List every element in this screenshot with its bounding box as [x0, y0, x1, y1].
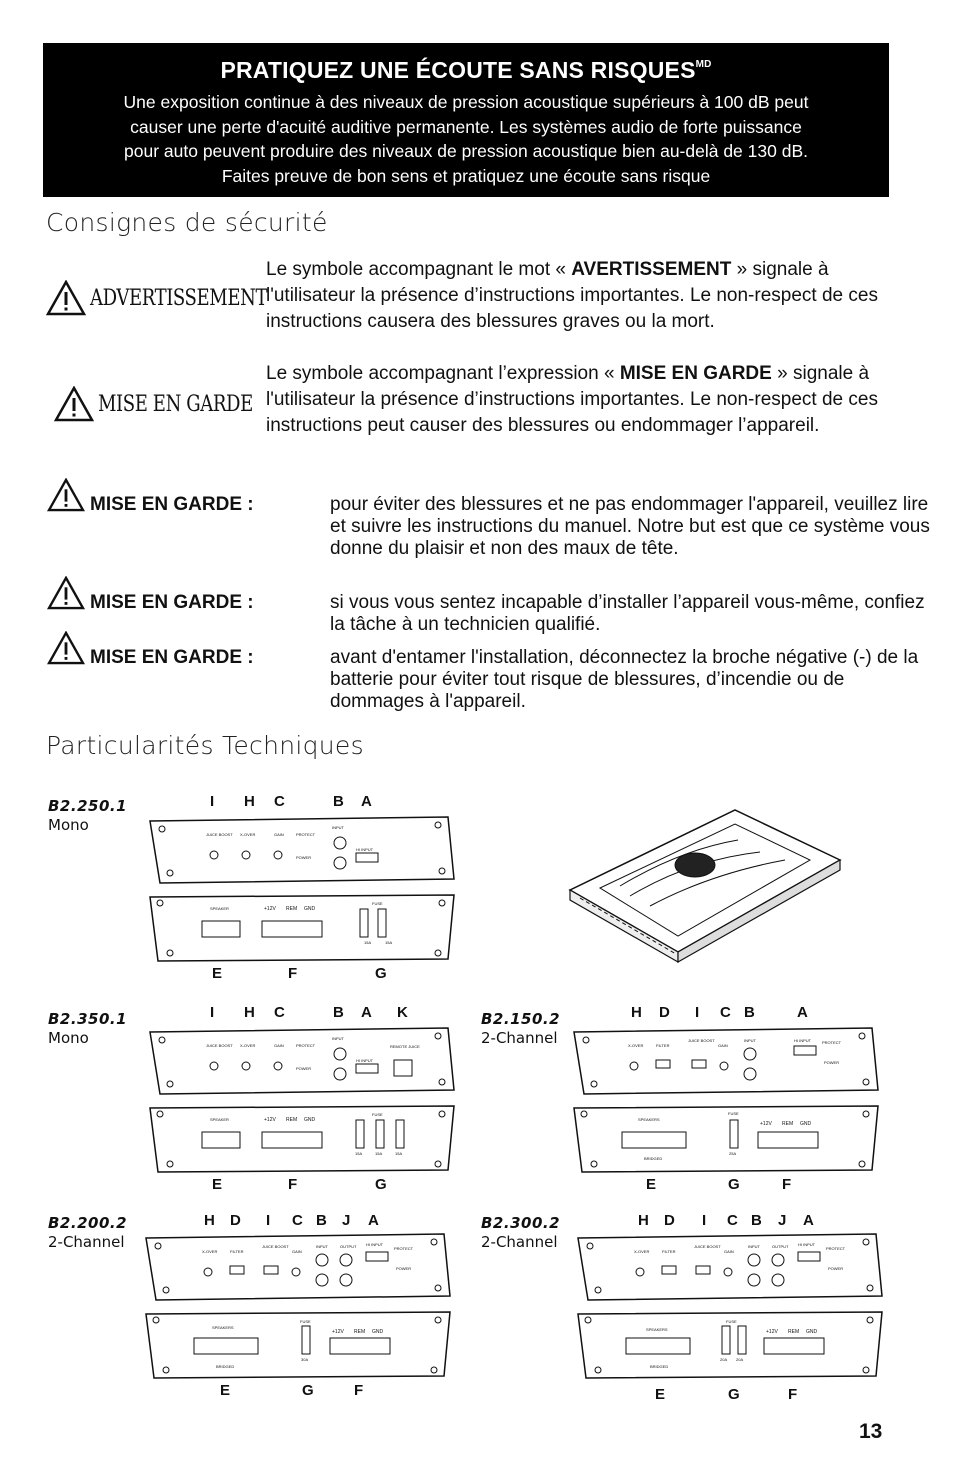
panel-label: FUSE	[728, 1111, 739, 1116]
panel-label: FILTER	[656, 1043, 670, 1048]
callout-letter: H	[204, 1212, 215, 1229]
callout-letter: A	[361, 1004, 372, 1021]
hearing-safety-banner	[43, 43, 889, 197]
panel-label: SPEAKERS	[212, 1325, 234, 1330]
panel-label: FUSE	[300, 1319, 311, 1324]
callout-letter: A	[368, 1212, 379, 1229]
caution-description: Le symbole accompagnant l’expression « MISE EN GARDE » signale à l'utilisateur la présence d’instructions importantes. Le non-respect de ces instructions peut causer des blessures ou endommager l’appareil.	[266, 363, 878, 436]
callout-letter: D	[230, 1212, 241, 1229]
panel-label: 30A	[301, 1357, 309, 1362]
callout-letter: F	[288, 965, 298, 982]
panel-label: +12V	[264, 1117, 276, 1123]
panel-label: POWER	[296, 855, 312, 860]
panel-label: +12V	[760, 1121, 772, 1127]
callout-letter: G	[302, 1382, 314, 1399]
caution-item: MISE EN GARDE : avant d'entamer l'installation, déconnectez la broche négative (-) de la batterie pour éviter tout risque de blessures, d’incendie ou de dommages à l'appareil.	[46, 631, 896, 717]
panel-label: FUSE	[372, 1112, 383, 1117]
panel-label: X-OVER	[240, 832, 256, 837]
panel-label: OUTPUT	[772, 1244, 789, 1249]
amplifier-illustration	[560, 790, 845, 975]
b2-350-1-top-panel	[148, 1026, 458, 1096]
panel-label: JUICE BOOST	[206, 1043, 233, 1048]
callout-letter: H	[638, 1212, 649, 1229]
panel-label: REM	[782, 1121, 794, 1127]
panel-label: JUICE BOOST	[262, 1244, 289, 1249]
panel-label: JUICE BOOST	[694, 1244, 721, 1249]
callout-letter: F	[788, 1386, 798, 1403]
panel-label: HI INPUT	[356, 847, 374, 852]
callout-letter: J	[778, 1212, 787, 1229]
panel-label: REM	[788, 1329, 800, 1335]
callout-letter: I	[266, 1212, 271, 1229]
warning-triangle-icon	[46, 280, 86, 316]
panel-label: REM	[354, 1329, 366, 1335]
panel-label: FUSE	[726, 1319, 737, 1324]
panel-label: X-OVER	[240, 1043, 256, 1048]
panel-label: GAIN	[292, 1249, 302, 1254]
b2-150-2-top-panel	[572, 1026, 882, 1096]
warning-triangle-icon	[54, 386, 94, 422]
panel-label: 15A	[355, 1151, 363, 1156]
panel-label: FILTER	[662, 1249, 676, 1254]
panel-label: PROTECT	[822, 1040, 842, 1045]
panel-label: SPEAKER	[210, 1117, 229, 1122]
model-b2-350-1: B2.350.1 Mono	[48, 1010, 128, 1047]
panel-label: FILTER	[230, 1249, 244, 1254]
model-b2-150-2: B2.150.2 2-Channel	[481, 1010, 561, 1047]
callout-letter: G	[728, 1176, 740, 1193]
callout-letter: C	[274, 793, 285, 810]
callout-letter: G	[728, 1386, 740, 1403]
banner-body: Une exposition continue à des niveaux de pression acoustique supérieurs à 100 dB peut causer une perte d'acuité auditive permanente. Les systèmes audio de forte puissance pour auto peuvent produire des niveaux de pression acoustique bien au-delà de 130 dB. Faites preuve de bon sens et pratiquez une écoute sans risque	[123, 92, 809, 186]
panel-label: HI INPUT	[366, 1242, 384, 1247]
panel-label: 15A	[385, 940, 393, 945]
panel-label: POWER	[824, 1060, 840, 1065]
callout-letter: I	[210, 1004, 215, 1021]
panel-label: BRIDGED	[216, 1364, 235, 1369]
panel-label: 15A	[375, 1151, 383, 1156]
model-b2-300-2: B2.300.2 2-Channel	[481, 1214, 561, 1251]
callout-letter: I	[210, 793, 215, 810]
panel-label: 15A	[395, 1151, 403, 1156]
model-b2-250-1: B2.250.1 Mono	[48, 797, 128, 834]
callout-letter: B	[333, 1004, 344, 1021]
panel-label: INPUT	[744, 1038, 756, 1043]
callout-letter: D	[664, 1212, 675, 1229]
callout-letter: H	[244, 793, 255, 810]
panel-label: FUSE	[372, 901, 383, 906]
b2-200-2-top-panel	[144, 1232, 454, 1302]
b2-250-1-top-panel	[148, 815, 458, 885]
b2-350-1-bottom-panel	[148, 1104, 458, 1174]
callout-letter: A	[797, 1004, 808, 1021]
callout-letter: I	[695, 1004, 700, 1021]
callout-letter: F	[782, 1176, 792, 1193]
b2-200-2-bottom-panel	[144, 1310, 454, 1380]
callout-letter: H	[244, 1004, 255, 1021]
b2-300-2-bottom-panel	[576, 1310, 886, 1380]
callout-letter: G	[375, 965, 387, 982]
banner-title: PRATIQUEZ UNE ÉCOUTE SANS $RISQUES^{MD}$	[220, 57, 712, 83]
panel-label: INPUT	[332, 825, 344, 830]
callout-letter: I	[702, 1212, 707, 1229]
panel-label: SPEAKERS	[638, 1117, 660, 1122]
warning-triangle-icon	[46, 631, 86, 665]
features-heading: Particularités Techniques	[46, 731, 364, 760]
safety-heading: Consignes de sécurité	[46, 208, 328, 237]
panel-label: POWER	[828, 1266, 844, 1271]
panel-label: GAIN	[718, 1043, 728, 1048]
warning-description: Le symbole accompagnant le mot « AVERTISSEMENT » signale à l'utilisateur la présence d’instructions importantes. Le non-respect de ces instructions causera des blessures graves ou la mort.	[266, 259, 878, 332]
panel-label: PROTECT	[296, 1043, 316, 1048]
panel-label: GND	[304, 906, 316, 912]
panel-label: REM	[286, 906, 298, 912]
callout-letter: F	[354, 1382, 364, 1399]
caution-item: MISE EN GARDE : pour éviter des blessures et ne pas endommager l'appareil, veuillez lire et suivre les instructions du manuel. Notre but est que ce système vous donne du plaisir et non des maux de tête.	[46, 478, 896, 588]
callout-letter: K	[397, 1004, 408, 1021]
panel-label: 25A	[729, 1151, 737, 1156]
callout-letter: C	[727, 1212, 738, 1229]
panel-label: PROTECT	[296, 832, 316, 837]
panel-label: REM	[286, 1117, 298, 1123]
panel-label: JUICE BOOST	[688, 1038, 715, 1043]
panel-label: GAIN	[724, 1249, 734, 1254]
panel-label: POWER	[396, 1266, 412, 1271]
callout-letter: A	[361, 793, 372, 810]
panel-label: INPUT	[748, 1244, 760, 1249]
panel-label: INPUT	[332, 1036, 344, 1041]
warning-triangle-icon	[46, 478, 86, 512]
panel-label: X-OVER	[634, 1249, 650, 1254]
panel-label: 20A	[720, 1357, 728, 1362]
panel-label: PROTECT	[826, 1246, 846, 1251]
callout-letter: B	[316, 1212, 327, 1229]
page-number: 13	[859, 1420, 883, 1443]
callout-letter: C	[292, 1212, 303, 1229]
panel-label: REMOTE JUICE	[390, 1044, 420, 1049]
callout-letter: G	[375, 1176, 387, 1193]
callout-letter: C	[720, 1004, 731, 1021]
callout-letter: H	[631, 1004, 642, 1021]
panel-label: GND	[800, 1121, 812, 1127]
callout-letter: E	[646, 1176, 657, 1193]
panel-label: HI INPUT	[356, 1058, 374, 1063]
b2-250-1-bottom-panel	[148, 893, 458, 963]
panel-label: SPEAKER	[210, 906, 229, 911]
callout-letter: B	[744, 1004, 755, 1021]
warning-symbol: ADVERTISSEMENT	[46, 280, 306, 316]
panel-label: 20A	[736, 1357, 744, 1362]
panel-label: GND	[372, 1329, 384, 1335]
panel-label: OUTPUT	[340, 1244, 357, 1249]
callout-letter: E	[220, 1382, 231, 1399]
panel-label: GND	[806, 1329, 818, 1335]
panel-label: 15A	[364, 940, 372, 945]
panel-label: GAIN	[274, 832, 284, 837]
panel-label: PROTECT	[394, 1246, 414, 1251]
panel-label: BRIDGED	[650, 1364, 669, 1369]
panel-label: +12V	[332, 1329, 344, 1335]
caution-symbol: MISE EN GARDE	[54, 386, 287, 422]
warning-triangle-icon	[46, 576, 86, 610]
b2-150-2-bottom-panel	[572, 1104, 882, 1174]
panel-label: X-OVER	[202, 1249, 218, 1254]
callout-letter: D	[659, 1004, 670, 1021]
panel-label: GND	[304, 1117, 316, 1123]
b2-300-2-top-panel	[576, 1232, 886, 1302]
panel-label: POWER	[296, 1066, 312, 1071]
panel-label: X-OVER	[628, 1043, 644, 1048]
panel-label: +12V	[264, 906, 276, 912]
callout-letter: F	[288, 1176, 298, 1193]
callout-letter: C	[274, 1004, 285, 1021]
callout-letter: B	[333, 793, 344, 810]
callout-letter: E	[212, 1176, 223, 1193]
panel-label: JUICE BOOST	[206, 832, 233, 837]
callout-letter: B	[751, 1212, 762, 1229]
model-b2-200-2: B2.200.2 2-Channel	[48, 1214, 128, 1251]
panel-label: HI INPUT	[798, 1242, 816, 1247]
panel-label: SPEAKERS	[646, 1327, 668, 1332]
panel-label: +12V	[766, 1329, 778, 1335]
callout-letter: E	[655, 1386, 666, 1403]
panel-label: INPUT	[316, 1244, 328, 1249]
caution-item: MISE EN GARDE : si vous vous sentez incapable d’installer l’appareil vous-même, confiez la tâche à un technicien qualifié.	[46, 576, 896, 636]
callout-letter: A	[803, 1212, 814, 1229]
callout-letter: E	[212, 965, 223, 982]
panel-label: HI INPUT	[794, 1038, 812, 1043]
callout-letter: J	[342, 1212, 351, 1229]
panel-label: BRIDGED	[644, 1156, 663, 1161]
panel-label: GAIN	[274, 1043, 284, 1048]
